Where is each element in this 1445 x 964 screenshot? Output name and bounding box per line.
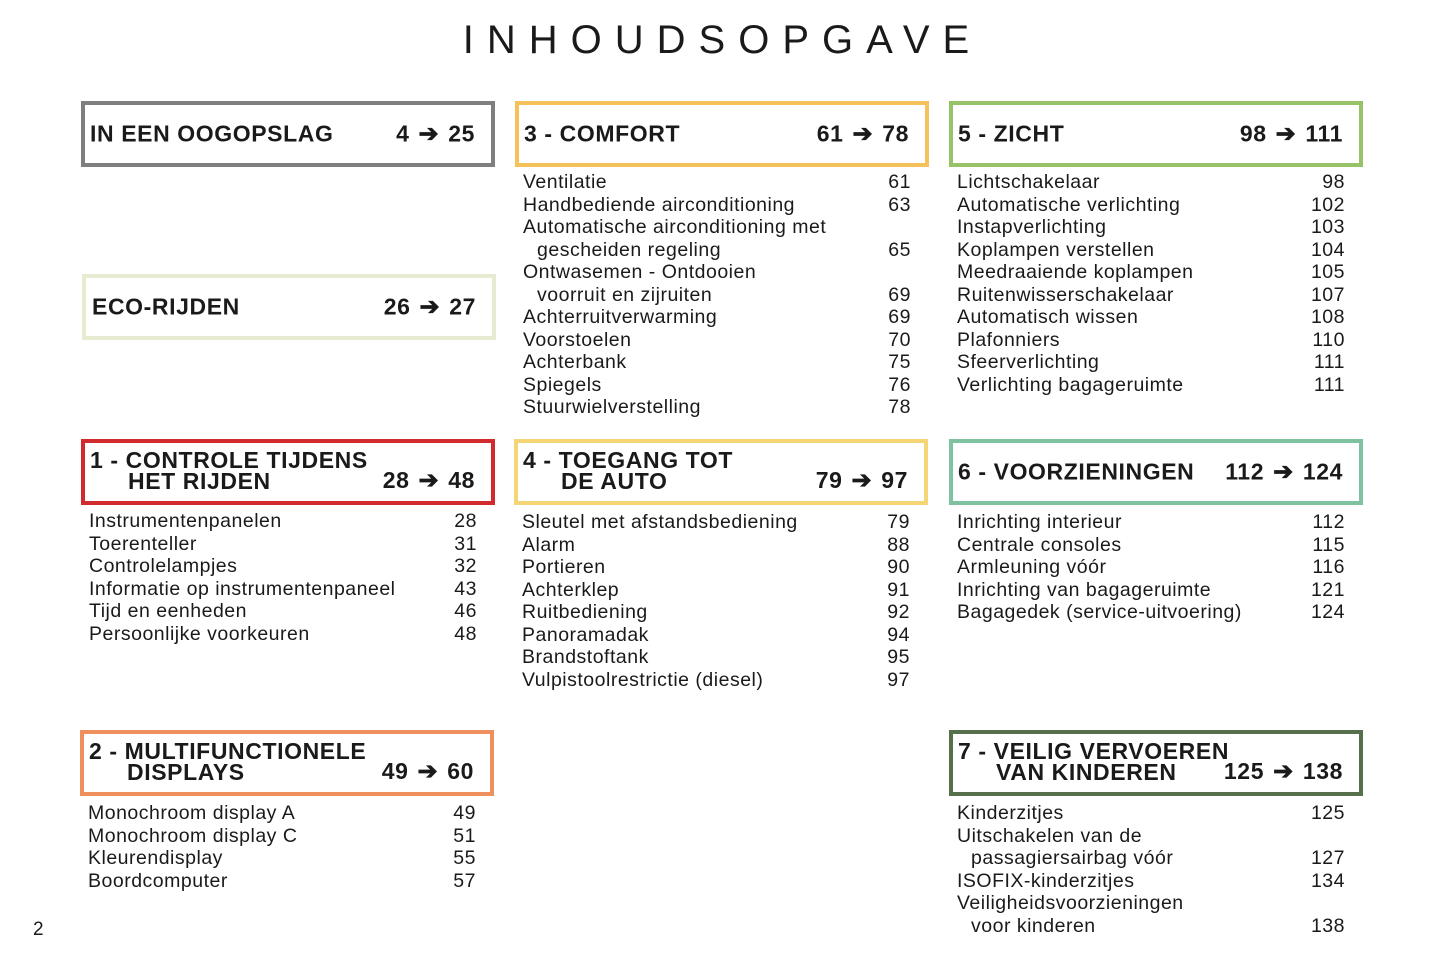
toc-entry[interactable]	[522, 646, 910, 669]
toc-entry-page: 69	[888, 306, 911, 328]
toc-entry[interactable]	[89, 623, 477, 646]
toc-entry[interactable]	[522, 511, 910, 534]
toc-entry-label: Armleuning vóór	[957, 556, 1107, 578]
arrow-right-icon: ➔	[1273, 758, 1294, 785]
toc-list-voorzieningen	[957, 511, 1345, 624]
toc-entry-page: 57	[453, 869, 476, 892]
section-header-controle-tijdens-het-rijden[interactable]	[81, 439, 495, 505]
toc-entry-page: 97	[887, 668, 910, 691]
toc-entry-page: 105	[1310, 261, 1345, 283]
toc-entry-page: 55	[453, 847, 476, 869]
toc-entry[interactable]	[957, 847, 1345, 870]
toc-entry-label: Inrichting interieur	[957, 511, 1122, 533]
toc-entry-label: Veiligheidsvoorzieningen	[957, 892, 1184, 914]
toc-entry-label: Koplampen verstellen	[957, 238, 1155, 261]
section-title: 7 - VEILIG VERVOEREN	[958, 738, 1230, 764]
toc-entry-page: 90	[887, 556, 910, 578]
toc-entry-label: Ontwasemen - Ontdooien	[523, 261, 757, 283]
toc-entry-page: 121	[1310, 578, 1345, 601]
toc-entry[interactable]	[957, 825, 1345, 848]
section-title-line2: DISPLAYS	[127, 759, 245, 785]
toc-entry-page: 110	[1312, 328, 1345, 351]
toc-entry-page: 51	[453, 824, 476, 847]
toc-entry-label: Centrale consoles	[957, 533, 1122, 556]
section-page-range: 125 ➔ 138	[1223, 758, 1343, 785]
toc-entry-page: 134	[1310, 869, 1345, 892]
toc-entry-label: Boordcomputer	[88, 869, 228, 892]
arrow-right-icon: ➔	[1275, 120, 1297, 148]
toc-entry-label: Automatisch wissen	[957, 306, 1139, 328]
toc-entry[interactable]	[523, 396, 911, 419]
toc-entry-page: 43	[454, 577, 477, 600]
toc-entry-label: Ventilatie	[523, 171, 608, 193]
toc-entry[interactable]	[89, 555, 477, 578]
toc-entry[interactable]	[88, 802, 476, 825]
toc-entry[interactable]	[957, 802, 1345, 825]
toc-entry[interactable]	[523, 194, 911, 217]
toc-entry[interactable]	[957, 601, 1345, 624]
toc-entry-label: Lichtschakelaar	[957, 171, 1100, 193]
toc-entry-label: gescheiden regeling	[537, 238, 722, 261]
toc-entry[interactable]	[522, 579, 910, 602]
arrow-right-icon: ➔	[418, 467, 440, 494]
toc-entry-label: Stuurwielverstelling	[523, 396, 701, 418]
toc-entry-label: Ruitenwisserschakelaar	[957, 283, 1174, 306]
toc-entry[interactable]	[523, 329, 911, 352]
toc-entry-page: 103	[1310, 216, 1345, 238]
toc-entry[interactable]	[523, 284, 911, 307]
toc-entry-page: 69	[888, 283, 911, 306]
section-page-range: 26 ➔ 27	[383, 293, 476, 321]
arrow-right-icon: ➔	[1273, 458, 1294, 486]
toc-entry-label: Panoramadak	[522, 623, 649, 646]
toc-entry-page: 79	[887, 511, 910, 533]
section-title: 2 - MULTIFUNCTIONELE	[89, 738, 367, 764]
arrow-right-icon: ➔	[852, 120, 874, 148]
toc-entry-label: Controlelampjes	[89, 555, 238, 577]
toc-entry[interactable]	[523, 216, 911, 239]
toc-entry[interactable]	[957, 216, 1345, 239]
toc-entry-page: 28	[454, 510, 477, 532]
toc-entry[interactable]	[957, 261, 1345, 284]
toc-entry[interactable]	[957, 171, 1345, 194]
toc-entry[interactable]	[957, 284, 1345, 307]
toc-entry-page: 61	[888, 171, 911, 193]
toc-entry-page: 111	[1313, 351, 1345, 373]
toc-entry[interactable]	[957, 511, 1345, 534]
toc-list-displays	[88, 802, 476, 892]
section-header-zicht[interactable]	[949, 101, 1363, 167]
toc-entry-label: Inrichting van bagageruimte	[957, 578, 1212, 601]
toc-entry-page: 124	[1310, 601, 1345, 623]
toc-entry-label: Alarm	[522, 533, 576, 556]
section-page-range: 28 ➔ 48	[382, 467, 475, 494]
arrow-right-icon: ➔	[851, 467, 873, 494]
toc-entry-page: 31	[454, 532, 477, 555]
toc-entry[interactable]	[957, 194, 1345, 217]
section-header-in-een-oogopslag[interactable]	[81, 101, 495, 167]
toc-list-zicht	[957, 171, 1345, 396]
toc-entry-page: 111	[1313, 373, 1345, 396]
toc-list-comfort	[523, 171, 911, 419]
toc-entry[interactable]	[523, 261, 911, 284]
toc-entry[interactable]	[89, 510, 477, 533]
section-page-range: 112 ➔ 124	[1225, 458, 1343, 486]
toc-entry[interactable]	[957, 915, 1345, 938]
section-header-multifunctionele-displays[interactable]	[80, 730, 494, 796]
toc-list-toegang	[522, 511, 910, 691]
toc-entry-page: 104	[1310, 238, 1345, 261]
toc-entry[interactable]	[89, 533, 477, 556]
toc-entry-page: 91	[887, 578, 910, 601]
toc-entry-page: 115	[1312, 533, 1345, 556]
toc-entry-label: Achterbank	[523, 351, 627, 373]
toc-entry-label: Spiegels	[523, 373, 602, 396]
section-title-line2: DE AUTO	[561, 468, 668, 494]
toc-entry-page: 92	[887, 601, 910, 623]
arrow-right-icon: ➔	[418, 120, 440, 148]
section-header-eco-rijden[interactable]	[82, 274, 496, 340]
toc-entry-label: Ruitbediening	[522, 601, 648, 623]
toc-entry-page: 138	[1310, 914, 1345, 937]
toc-entry-label: Plafonniers	[957, 328, 1061, 351]
toc-entry[interactable]	[523, 374, 911, 397]
toc-entry-label: Sleutel met afstandsbediening	[522, 511, 798, 533]
toc-entry-label: Voorstoelen	[523, 328, 632, 351]
toc-entry-page: 46	[454, 600, 477, 622]
section-page-range: 61 ➔ 78	[816, 120, 909, 148]
toc-entry-page: 63	[888, 193, 911, 216]
toc-entry[interactable]	[522, 601, 910, 624]
section-title: 5 - ZICHT	[958, 120, 1065, 147]
section-title: IN EEN OOGOPSLAG	[90, 120, 334, 147]
toc-entry-label: Kinderzitjes	[957, 802, 1064, 824]
toc-entry-label: Monochroom display A	[88, 802, 296, 824]
toc-entry-page: 107	[1310, 283, 1345, 306]
toc-entry-label: Vulpistoolrestrictie (diesel)	[522, 668, 764, 691]
section-title: 3 - COMFORT	[524, 120, 681, 147]
toc-entry-page: 108	[1310, 306, 1345, 328]
section-page-range: 79 ➔ 97	[815, 467, 908, 494]
toc-entry-page: 127	[1310, 847, 1345, 869]
section-title-line2: HET RIJDEN	[128, 468, 271, 494]
toc-entry[interactable]	[522, 556, 910, 579]
toc-entry-page: 49	[453, 802, 476, 824]
toc-entry-label: Instapverlichting	[957, 216, 1107, 238]
toc-entry-label: Brandstoftank	[522, 646, 649, 668]
section-title: 1 - CONTROLE TIJDENS	[90, 447, 368, 473]
toc-entry[interactable]	[88, 825, 476, 848]
toc-entry[interactable]	[88, 847, 476, 870]
toc-entry-page: 102	[1310, 193, 1345, 216]
section-page-range: 98 ➔ 111	[1239, 120, 1343, 148]
toc-entry-label: voorruit en zijruiten	[537, 283, 713, 306]
toc-entry[interactable]	[957, 579, 1345, 602]
toc-entry-label: Meedraaiende koplampen	[957, 261, 1194, 283]
toc-entry[interactable]	[523, 171, 911, 194]
toc-list-kinderen	[957, 802, 1345, 937]
toc-entry-page: 125	[1310, 802, 1345, 824]
toc-entry-label: Monochroom display C	[88, 824, 298, 847]
toc-entry-label: Sfeerverlichting	[957, 351, 1100, 373]
toc-entry-page: 116	[1312, 556, 1345, 578]
toc-entry[interactable]	[957, 556, 1345, 579]
toc-entry[interactable]	[957, 351, 1345, 374]
toc-entry-label: Toerenteller	[89, 532, 197, 555]
toc-entry-label: Automatische verlichting	[957, 193, 1181, 216]
toc-entry-page: 112	[1312, 511, 1345, 533]
toc-entry[interactable]	[88, 870, 476, 893]
toc-entry[interactable]	[523, 306, 911, 329]
toc-entry-label: Kleurendisplay	[88, 847, 223, 869]
toc-entry[interactable]	[957, 534, 1345, 557]
section-page-range: 49 ➔ 60	[381, 758, 474, 785]
toc-entry[interactable]	[522, 669, 910, 692]
section-title: 4 - TOEGANG TOT	[523, 447, 734, 473]
toc-entry-page: 78	[888, 396, 911, 418]
toc-entry-page: 88	[887, 533, 910, 556]
toc-entry-label: Achterklep	[522, 578, 620, 601]
toc-entry-page: 75	[888, 351, 911, 373]
section-page-range: 4 ➔ 25	[396, 120, 475, 148]
toc-entry-page: 70	[888, 328, 911, 351]
arrow-right-icon: ➔	[417, 758, 439, 785]
toc-entry[interactable]	[957, 892, 1345, 915]
toc-entry-label: Informatie op instrumentenpaneel	[89, 577, 396, 600]
toc-entry-label: passagiersairbag vóór	[971, 847, 1174, 869]
section-header-veilig-vervoeren-van-kinderen[interactable]	[949, 730, 1363, 796]
arrow-right-icon: ➔	[419, 293, 441, 321]
toc-entry-label: Handbediende airconditioning	[523, 193, 796, 216]
toc-entry-page: 32	[454, 555, 477, 577]
toc-entry-page: 65	[888, 238, 911, 261]
toc-entry[interactable]	[957, 306, 1345, 329]
page-number: 2	[33, 919, 44, 940]
page-title: INHOUDSOPGAVE	[462, 18, 983, 62]
toc-entry[interactable]	[957, 374, 1345, 397]
toc-entry[interactable]	[957, 870, 1345, 893]
toc-entry-label: ISOFIX-kinderzitjes	[957, 869, 1135, 892]
toc-entry-label: Instrumentenpanelen	[89, 510, 282, 532]
toc-entry-page: 95	[887, 646, 910, 668]
toc-entry[interactable]	[522, 534, 910, 557]
toc-entry-label: Uitschakelen van de	[957, 824, 1143, 847]
toc-entry[interactable]	[89, 600, 477, 623]
section-header-voorzieningen[interactable]	[949, 439, 1363, 505]
section-header-comfort[interactable]	[515, 101, 929, 167]
toc-entry-page: 48	[454, 622, 477, 645]
toc-entry-label: Portieren	[522, 556, 606, 578]
toc-list-controle	[89, 510, 477, 645]
toc-entry[interactable]	[522, 624, 910, 647]
toc-entry-label: Bagagedek (service-uitvoering)	[957, 601, 1242, 623]
toc-entry[interactable]	[89, 578, 477, 601]
toc-entry[interactable]	[957, 329, 1345, 352]
toc-entry-page: 94	[887, 623, 910, 646]
toc-entry-label: Tijd en eenheden	[89, 600, 247, 622]
toc-entry-label: Persoonlijke voorkeuren	[89, 622, 310, 645]
toc-entry-label: Verlichting bagageruimte	[957, 373, 1184, 396]
toc-entry-label: voor kinderen	[971, 914, 1096, 937]
toc-entry-page: 98	[1322, 171, 1345, 193]
toc-entry[interactable]	[957, 239, 1345, 262]
section-header-toegang-tot-de-auto[interactable]	[514, 439, 928, 505]
toc-entry[interactable]	[523, 239, 911, 262]
section-title: ECO-RIJDEN	[92, 293, 240, 320]
toc-entry[interactable]	[523, 351, 911, 374]
toc-entry-label: Achterruitverwarming	[523, 306, 718, 328]
toc-entry-label: Automatische airconditioning met	[523, 216, 827, 238]
section-title: 6 - VOORZIENINGEN	[958, 458, 1195, 485]
section-title-line2: VAN KINDEREN	[996, 759, 1177, 785]
toc-entry-page: 76	[888, 373, 911, 396]
